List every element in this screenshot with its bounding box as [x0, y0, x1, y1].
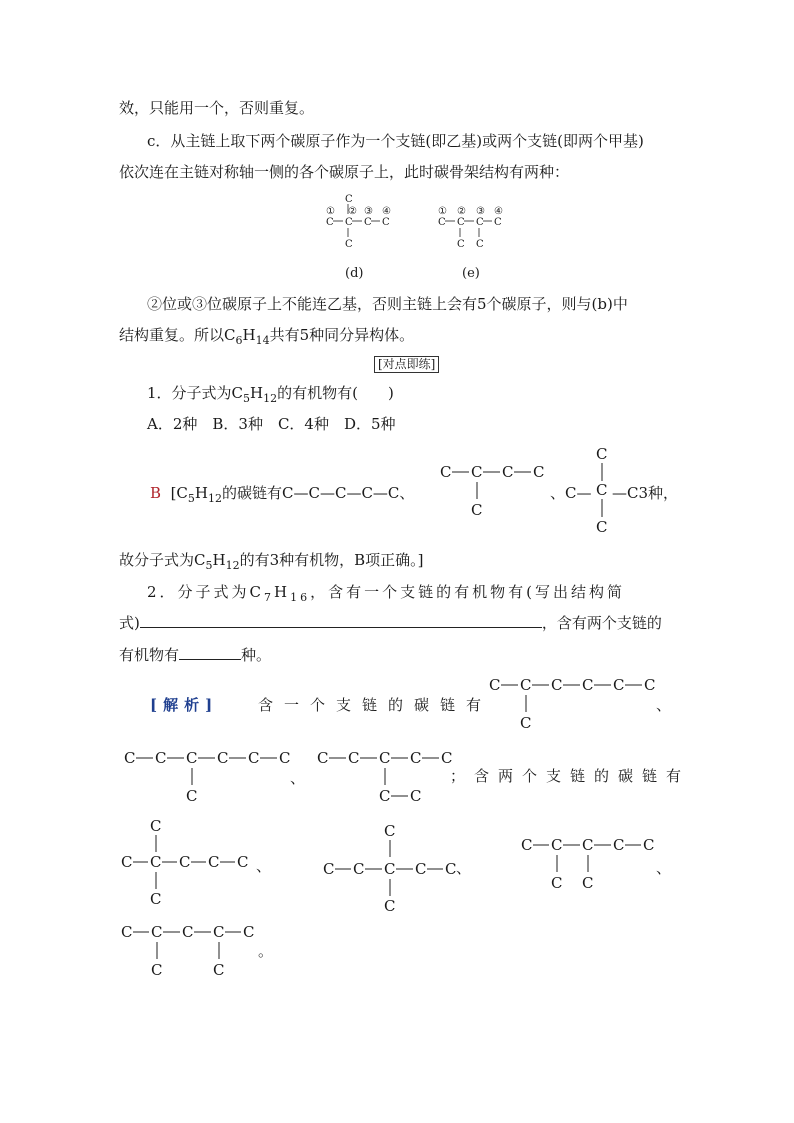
- section-tag: [对点即练]: [374, 356, 439, 373]
- para-line-2: c．从主链上取下两个碳原子作为一个支链(即乙基)或两个支链(即两个甲基): [147, 132, 644, 150]
- atom: C: [384, 897, 396, 915]
- end-mark: 。: [258, 942, 274, 960]
- atom: C: [457, 217, 465, 228]
- q1-options: A．2种 B．3种 C．4种 D．5种: [147, 415, 396, 433]
- atom: C: [345, 217, 353, 228]
- atom: C: [643, 836, 655, 854]
- pos-2: ②: [457, 206, 466, 217]
- pos-4: ④: [382, 206, 391, 217]
- structure-2-methylhexane: [485, 670, 665, 732]
- atom: C: [438, 217, 446, 228]
- atom: C: [150, 890, 162, 908]
- atom: C: [476, 217, 484, 228]
- separator: 、: [656, 859, 672, 877]
- atom: C: [613, 676, 625, 694]
- atom: C: [379, 787, 391, 805]
- atom: C: [582, 836, 594, 854]
- answer-blank-1[interactable]: [140, 613, 542, 628]
- atom: C: [248, 749, 260, 767]
- atom: C: [644, 676, 656, 694]
- atom: C: [596, 445, 608, 463]
- atom: C: [364, 217, 372, 228]
- two-branch-text: ；含两个支链的碳链有: [450, 767, 691, 785]
- separator: 、: [256, 857, 272, 875]
- para-line-5: 结构重复。所以$C_6H_{14}$共有5种同分异构体。: [119, 326, 415, 347]
- analysis-label: [解析]: [150, 696, 219, 714]
- atom: C: [213, 961, 225, 979]
- para-line-4: ②位或③位碳原子上不能连乙基，否则主链上会有5个碳原子，则与(b)中: [147, 295, 628, 313]
- atom: C: [348, 749, 360, 767]
- atom: C: [410, 787, 422, 805]
- structure-isopentane: [438, 455, 553, 520]
- atom: C: [345, 239, 353, 250]
- q2-line-2: 式) ，含有两个支链的: [119, 614, 662, 632]
- atom: C: [237, 853, 249, 871]
- pos-3: ③: [364, 206, 373, 217]
- atom: C: [217, 749, 229, 767]
- structure-2-3-dimethylpentane: [518, 830, 663, 892]
- atom: C: [121, 923, 133, 941]
- q2-stem: 2．分子式为$C_7H_{16}$，含有一个支链的有机物有(写出结构简: [147, 583, 625, 604]
- pos-2: ②: [348, 206, 357, 217]
- atom: C: [502, 463, 514, 481]
- pos-1: ①: [326, 206, 335, 217]
- atom: C: [410, 749, 422, 767]
- para-line-1: 效，只能用一个，否则重复。: [119, 99, 315, 117]
- separator: 、: [656, 696, 672, 714]
- q1-stem: 1．分子式为$C_5H_{12}$的有机物有( ): [147, 384, 394, 405]
- atom: C: [353, 860, 365, 878]
- atom: C: [155, 749, 167, 767]
- structure-3-3-dimethylpentane: [320, 820, 465, 915]
- atom: C: [551, 836, 563, 854]
- atom: C: [317, 749, 329, 767]
- skeleton-figures-de: [318, 190, 528, 250]
- q2-line-3: 有机物有 种。: [119, 646, 272, 664]
- atom: C: [471, 463, 483, 481]
- atom: C: [124, 749, 136, 767]
- atom: C: [551, 676, 563, 694]
- atom: C: [613, 836, 625, 854]
- figure-label-d: (d): [345, 266, 364, 281]
- answer-letter: B: [150, 484, 162, 502]
- atom: C: [440, 463, 452, 481]
- atom: C: [345, 194, 353, 205]
- atom: C: [582, 676, 594, 694]
- atom: C: [179, 853, 191, 871]
- atom: C: [441, 749, 453, 767]
- atom: C: [489, 676, 501, 694]
- atom: C: [323, 860, 335, 878]
- structure-3-methylhexane: [120, 743, 300, 805]
- atom: C: [151, 961, 163, 979]
- structure-3-ethylpentane: [313, 743, 463, 805]
- atom: C: [186, 749, 198, 767]
- pos-1: ①: [438, 206, 447, 217]
- atom: C: [326, 217, 334, 228]
- structure-2-2-dimethylpentane: [118, 815, 258, 910]
- atom: C: [582, 874, 594, 892]
- atom: C: [521, 836, 533, 854]
- analysis-text: 含一个支链的碳链有: [258, 696, 493, 714]
- q1-answer-cont: 、C—: [550, 484, 592, 502]
- q1-answer-line: B [$C_5H_{12}$的碳链有C—C—C—C—C、: [150, 484, 415, 505]
- pos-4: ④: [494, 206, 503, 217]
- answer-blank-2[interactable]: [179, 645, 241, 660]
- atom: C: [471, 501, 483, 519]
- atom: C: [596, 518, 608, 536]
- atom: C: [182, 923, 194, 941]
- atom: C: [382, 217, 390, 228]
- structure-2-4-dimethylpentane: [118, 917, 263, 979]
- atom: C: [150, 853, 162, 871]
- separator: 、: [290, 769, 306, 787]
- atom: C: [208, 853, 220, 871]
- atom: C: [520, 714, 532, 732]
- atom: C: [379, 749, 391, 767]
- atom: C: [533, 463, 545, 481]
- atom: C: [494, 217, 502, 228]
- atom: C: [243, 923, 255, 941]
- figure-label-e: (e): [462, 266, 480, 281]
- atom: C: [384, 860, 396, 878]
- atom: C: [596, 481, 608, 499]
- atom: C: [213, 923, 225, 941]
- atom: C: [150, 817, 162, 835]
- atom: C: [476, 239, 484, 250]
- atom: C: [121, 853, 133, 871]
- atom: C: [279, 749, 291, 767]
- atom: C: [186, 787, 198, 805]
- para-line-3: 依次连在主链对称轴一侧的各个碳原子上，此时碳骨架结构有两种：: [119, 163, 570, 181]
- atom: C: [415, 860, 427, 878]
- atom: C: [520, 676, 532, 694]
- atom: C: [457, 239, 465, 250]
- atom: C: [445, 860, 457, 878]
- atom: C: [384, 822, 396, 840]
- q1-answer-end: —C3种，: [612, 484, 679, 502]
- atom: C: [151, 923, 163, 941]
- pos-3: ③: [476, 206, 485, 217]
- separator: 、: [456, 859, 472, 877]
- atom: C: [551, 874, 563, 892]
- q1-answer-line-2: 故分子式为$C_5H_{12}$的有3种有机物，B项正确。]: [119, 551, 424, 572]
